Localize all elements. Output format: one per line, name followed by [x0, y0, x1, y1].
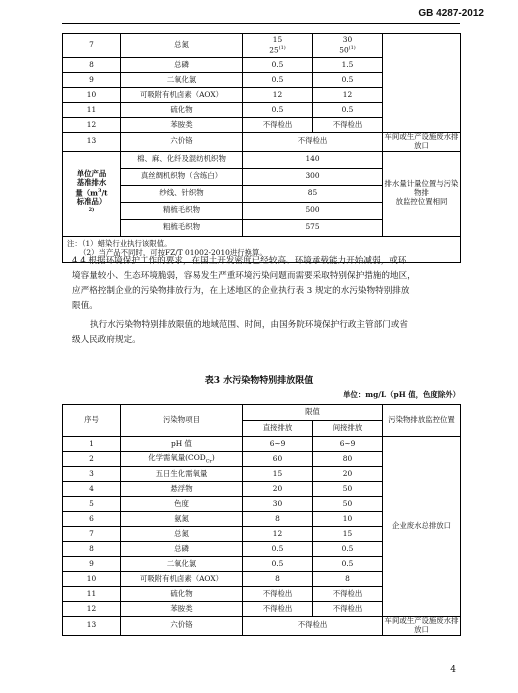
row-value-direct: 12 [243, 88, 313, 103]
row-value-direct: 8 [243, 572, 313, 587]
row-item: pH 值 [121, 437, 243, 452]
header-direct: 直接排放 [243, 421, 313, 437]
row-value-indirect: 50 [313, 497, 383, 512]
table-row [63, 34, 461, 58]
row-value-indirect: 不得检出 [313, 118, 383, 133]
note-2: （2）当产品不同时，可按FZ/T 01002-2010进行换算。 [79, 248, 267, 258]
header-no: 序号 [63, 405, 121, 437]
product-name: 纱线、针织物 [121, 185, 243, 202]
table-3-title: 表3 水污染物特别排放限值 [204, 376, 314, 386]
row-item: 苯胺类 [121, 602, 243, 617]
row-no: 8 [63, 542, 121, 557]
row-value-indirect: 0.5 [313, 103, 383, 118]
row-item: 二氧化氯 [121, 73, 243, 88]
header-rule [62, 23, 460, 24]
monitor-location: 车间或生产设施废水排放口 [383, 133, 461, 152]
product-name: 真丝绸机织物（含练白） [121, 168, 243, 185]
row-no: 8 [63, 58, 121, 73]
row-item: 可吸附有机卤素（AOX） [121, 572, 243, 587]
row-no: 7 [63, 527, 121, 542]
monitor-location: 车间或生产设施废水排放口 [383, 617, 461, 636]
base-water-value: 140 [243, 151, 383, 168]
table-row [63, 151, 461, 168]
row-value-indirect: 12 [313, 88, 383, 103]
monitor-location: 企业废水总排放口 [383, 437, 461, 617]
header-location: 污染物排放监控位置 [383, 405, 461, 437]
row-value-direct: 15 [243, 467, 313, 482]
row-value-indirect: 10 [313, 512, 383, 527]
row-item: 化学需氧量$(COD_{Cr})$ [121, 452, 243, 467]
row-no: 11 [63, 587, 121, 602]
row-item: 总氮 [121, 527, 243, 542]
row-value-direct: 0.5 [243, 557, 313, 572]
row-value-direct: 0.5 [243, 103, 313, 118]
row-item: 色度 [121, 497, 243, 512]
row-value-indirect: 不得检出 [313, 602, 383, 617]
base-water-value: 85 [243, 185, 383, 202]
row-no: 13 [63, 133, 121, 152]
row-value-merged: 不得检出 [243, 133, 383, 152]
row-no: 12 [63, 602, 121, 617]
row-value-indirect: 0.5 [313, 73, 383, 88]
table-3-unit: 单位：mg/L（pH 值，色度除外） [343, 390, 460, 399]
row-value-direct: 0.5 [243, 58, 313, 73]
standard-code: GB 4287-2012 [418, 8, 484, 19]
base-water-value: 500 [243, 202, 383, 219]
note-1: 注：（1）蜡染行业执行该限值。 [67, 239, 172, 249]
row-no: 7 [63, 34, 121, 58]
row-no: 11 [63, 103, 121, 118]
table-2-continued [62, 33, 461, 263]
row-value-direct: 不得检出 [243, 602, 313, 617]
row-no: 9 [63, 557, 121, 572]
row-value-indirect: 80 [313, 452, 383, 467]
product-name: 棉、麻、化纤及混纺机织物 [121, 151, 243, 168]
row-item: 六价铬 [121, 617, 243, 636]
row-value-direct: 不得检出 [243, 118, 313, 133]
row-value-direct: 12 [243, 527, 313, 542]
row-no: 6 [63, 512, 121, 527]
row-item: 五日生化需氧量 [121, 467, 243, 482]
row-item: 二氧化氯 [121, 557, 243, 572]
base-water-label: 单位产品 基准排水 量（$m^3/t$ 标准品） $^{2)}$ [63, 151, 121, 236]
row-value-direct: 20 [243, 482, 313, 497]
row-item: 硫化物 [121, 103, 243, 118]
row-item: 总氮 [121, 34, 243, 58]
row-value-indirect: 1.5 [313, 58, 383, 73]
row-value-indirect: 0.5 [313, 557, 383, 572]
base-water-value: 575 [243, 219, 383, 236]
row-value-direct: 15 25$^{(1)}$ [243, 34, 313, 58]
row-item: 总磷 [121, 542, 243, 557]
row-value-direct: 0.5 [243, 73, 313, 88]
row-value-merged: 不得检出 [243, 617, 383, 636]
row-no: 3 [63, 467, 121, 482]
row-no: 12 [63, 118, 121, 133]
base-water-value: 300 [243, 168, 383, 185]
header-item: 污染物项目 [121, 405, 243, 437]
base-water-location: 排水量计量位置与污染物排 放监控位置相同 [383, 151, 461, 236]
row-item: 总磷 [121, 58, 243, 73]
row-no: 10 [63, 572, 121, 587]
header-indirect: 间接排放 [313, 421, 383, 437]
table-row [63, 437, 461, 452]
row-value-indirect: 8 [313, 572, 383, 587]
page-number: 4 [450, 665, 456, 675]
table-3 [62, 404, 461, 636]
row-value-indirect: 50 [313, 482, 383, 497]
row-item: 氨氮 [121, 512, 243, 527]
table-row [63, 617, 461, 636]
row-value-indirect: 6~9 [313, 437, 383, 452]
table-header-row [63, 405, 461, 421]
row-item: 悬浮物 [121, 482, 243, 497]
row-no: 10 [63, 88, 121, 103]
row-item: 硫化物 [121, 587, 243, 602]
row-value-direct: 8 [243, 512, 313, 527]
table-row [63, 133, 461, 152]
row-value-indirect: 0.5 [313, 542, 383, 557]
row-no: 13 [63, 617, 121, 636]
paragraph-4-4: 4.4 根据环境保护工作的要求，在国土开发密度已经较高、环境承载能力开始减弱，或环 境容量较小、生态环境脆弱，容易发生严重环境污染问题而需要采取特别保护措施的地区， 应严格控制企业的污染物排放行为，在上述地区的企业执行表 3 规定的水污染物特别排放 限值。 [72, 256, 416, 311]
row-item: 六价铬 [121, 133, 243, 152]
header-limit: 限值 [243, 405, 383, 421]
row-value-indirect: 15 [313, 527, 383, 542]
row-value-direct: 不得检出 [243, 587, 313, 602]
row-item: 苯胺类 [121, 118, 243, 133]
row-value-indirect: 20 [313, 467, 383, 482]
row-no: 2 [63, 452, 121, 467]
row-value-indirect: 30 50$^{(1)}$ [313, 34, 383, 58]
monitor-location-blank [383, 34, 461, 133]
row-value-direct: 6~9 [243, 437, 313, 452]
row-value-direct: 60 [243, 452, 313, 467]
row-no: 9 [63, 73, 121, 88]
row-item: 可吸附有机卤素（AOX） [121, 88, 243, 103]
row-no: 4 [63, 482, 121, 497]
product-name: 粗梳毛织物 [121, 219, 243, 236]
row-no: 1 [63, 437, 121, 452]
paragraph-scope: 执行水污染物特别排放限值的地域范围、时间，由国务院环境保护行政主管部门或省 级人民政府规定。 [72, 320, 408, 345]
row-value-direct: 30 [243, 497, 313, 512]
product-name: 精梳毛织物 [121, 202, 243, 219]
row-value-indirect: 不得检出 [313, 587, 383, 602]
row-no: 5 [63, 497, 121, 512]
row-value-direct: 0.5 [243, 542, 313, 557]
